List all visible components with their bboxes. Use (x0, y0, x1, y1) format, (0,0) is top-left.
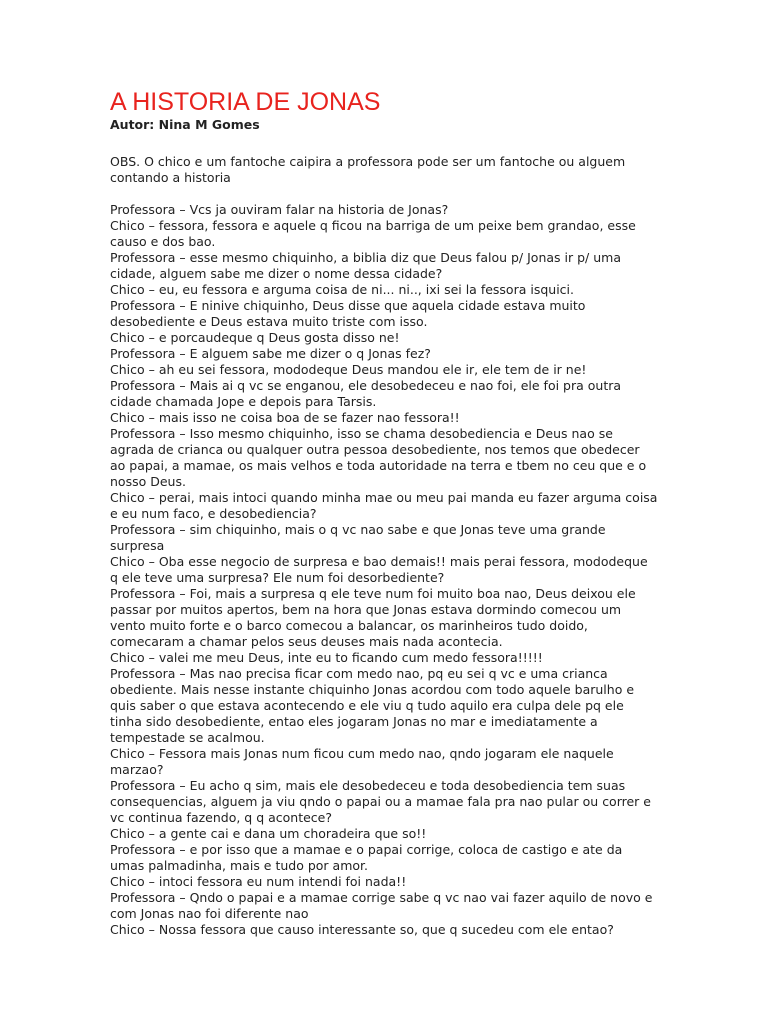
document-author: Autor: Nina M Gomes (110, 117, 260, 132)
dialogue-line: Chico – Fessora mais Jonas num ficou cum medo nao, qndo jogaram ele naquele marzao? (110, 746, 614, 777)
dialogue-line: Chico – a gente cai e dana um choradeira que so!! (110, 826, 427, 841)
dialogue-line: Professora – Qndo o papai e a mamae corrige sabe q vc nao vai fazer aquilo de novo e com Jonas nao foi diferente nao (110, 890, 653, 921)
dialogue-line: Chico – eu, eu fessora e arguma coisa de ni... ni.., ixi sei la fessora isquici. (110, 282, 574, 297)
dialogue-line: Professora – e por isso que a mamae e o papai corrige, coloca de castigo e ate da umas palmadinha, mais e tudo por amor. (110, 842, 623, 873)
document-content (110, 87, 658, 938)
dialogue-line: Professora – sim chiquinho, mais o q vc nao sabe e que Jonas teve uma grande surpresa (110, 522, 606, 553)
dialogue-line: Chico – mais isso ne coisa boa de se fazer nao fessora!! (110, 410, 460, 425)
dialogue-line: Chico – e porcaudeque q Deus gosta disso ne! (110, 330, 400, 345)
dialogue-line: Chico – Nossa fessora que causo interessante so, que q sucedeu com ele entao? (110, 922, 614, 937)
dialogue-line: Professora – E alguem sabe me dizer o q Jonas fez? (110, 346, 431, 361)
document-title: A HISTORIA DE JONAS (110, 88, 381, 116)
dialogue-line: Chico – ah eu sei fessora, mododeque Deus mandou ele ir, ele tem de ir ne! (110, 362, 587, 377)
dialogue-line: Professora – Eu acho q sim, mais ele desobedeceu e toda desobediencia tem suas consequencias, alguem ja viu qndo o papai ou a mamae fala pra nao pular ou correr e vc continua fazendo, q q acontece? (110, 778, 651, 825)
dialogue-line: Professora – Mas nao precisa ficar com medo nao, pq eu sei q vc e uma crianca obediente. Mais nesse instante chiquinho Jonas acordou com todo aquele barulho e quis saber o que estava acontecendo e ele viu q tudo aquilo era culpa dele pq ele tinha sido desobediente, entao eles jogaram Jonas no mar e imediatamente a tempestade se acalmou. (110, 666, 635, 745)
dialogue-line: Chico – intoci fessora eu num intendi foi nada!! (110, 874, 407, 889)
dialogue-line: Professora – esse mesmo chiquinho, a biblia diz que Deus falou p/ Jonas ir p/ uma cidade, alguem sabe me dizer o nome dessa cidade? (110, 250, 621, 281)
dialogue-line: Chico – fessora, fessora e aquele q ficou na barriga de um peixe bem grandao, esse causo e dos bao. (110, 218, 636, 249)
dialogue-line: Chico – valei me meu Deus, inte eu to ficando cum medo fessora!!!!! (110, 650, 543, 665)
dialogue-line: Chico – Oba esse negocio de surpresa e bao demais!! mais perai fessora, mododeque q ele teve uma surpresa? Ele num foi desorbediente? (110, 554, 648, 585)
dialogue-line: Professora – Isso mesmo chiquinho, isso se chama desobediencia e Deus nao se agrada de crianca ou qualquer outra pessoa desobediente, nos temos que obedecer ao papai, a mamae, os mais velhos e toda autoridade na terra e tbem no ceu que e o nosso Deus. (110, 426, 647, 489)
dialogue-line: Professora – Mais ai q vc se enganou, ele desobedeceu e nao foi, ele foi pra outra cidade chamada Jope e depois para Tarsis. (110, 378, 622, 409)
dialogue-line: Professora – Foi, mais a surpresa q ele teve num foi muito boa nao, Deus deixou ele passar por muitos apertos, bem na hora que Jonas estava dormindo comecou um vento muito forte e o barco comecou a balancar, os marinheiros tudo doido, comecaram a chamar pelos seus deuses mais nada acontecia. (110, 586, 636, 649)
dialogue-line: Chico – perai, mais intoci quando minha mae ou meu pai manda eu fazer arguma coisa e eu num faco, e desobediencia? (110, 490, 658, 521)
document-note: OBS. O chico e um fantoche caipira a professora pode ser um fantoche ou alguem contando a historia (110, 154, 626, 185)
dialogue (110, 202, 658, 938)
dialogue-line: Professora – Vcs ja ouviram falar na historia de Jonas? (110, 202, 449, 217)
dialogue-line: Professora – E ninive chiquinho, Deus disse que aquela cidade estava muito desobediente e Deus estava muito triste com isso. (110, 298, 586, 329)
